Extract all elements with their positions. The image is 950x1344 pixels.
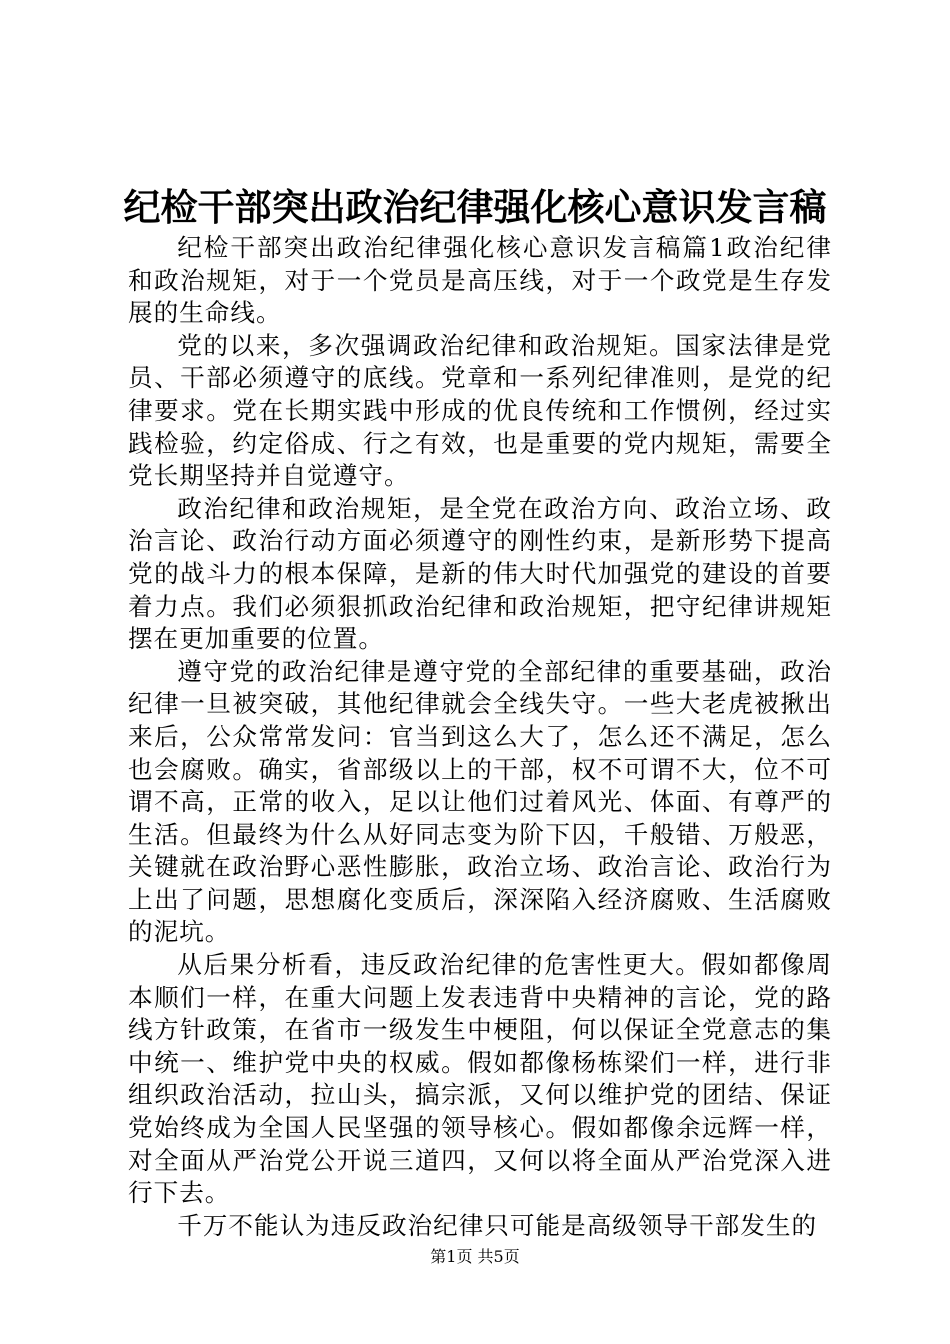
paragraph: 党的以来，多次强调政治纪律和政治规矩。国家法律是党员、干部必须遵守的底线。党章和一系列纪律准则，是党的纪律要求。党在长期实践中形成的优良传统和工作惯例，经过实践检验，约定俗成、行之有效，也是重要的党内规矩，需要全党长期坚持并自觉遵守。 [128,330,832,491]
paragraph: 从后果分析看，违反政治纪律的危害性更大。假如都像周本顺们一样，在重大问题上发表违背中央精神的言论，党的路线方针政策，在省市一级发生中梗阻，何以保证全党意志的集中统一、维护党中央的权威。假如都像杨栋梁们一样，进行非组织政治活动，拉山头，搞宗派，又何以维护党的团结、保证党始终成为全国人民坚强的领导核心。假如都像余远辉一样，对全面从严治党公开说三道四，又何以将全面从严治党深入进行下去。 [128,950,832,1208]
paragraph: 政治纪律和政治规矩，是全党在政治方向、政治立场、政治言论、政治行动方面必须遵守的刚性约束，是新形势下提高党的战斗力的根本保障，是新的伟大时代加强党的建设的首要着力点。我们必须狠抓政治纪律和政治规矩，把守纪律讲规矩摆在更加重要的位置。 [128,493,832,654]
document-body [128,232,832,1242]
page-footer: 第1页 共5页 [430,1247,520,1266]
paragraph: 千万不能认为违反政治纪律只可能是高级领导干部发生的 [177,1210,818,1240]
paragraph: 遵守党的政治纪律是遵守党的全部纪律的重要基础，政治纪律一旦被突破，其他纪律就会全线失守。一些大老虎被揪出来后，公众常常发问：官当到这么大了，怎么还不满足，怎么也会腐败。确实，省部级以上的干部，权不可谓不大，位不可谓不高，正常的收入，足以让他们过着风光、体面、有尊严的生活。但最终为什么从好同志变为阶下囚，千般错、万般恶，关键就在政治野心恶性膨胀，政治立场、政治言论、政治行为上出了问题，思想腐化变质后，深深陷入经济腐败、生活腐败的泥坑。 [128,656,832,947]
document-title: 纪检干部突出政治纪律强化核心意识发言稿 [123,185,827,229]
paragraph: 纪检干部突出政治纪律强化核心意识发言稿篇1政治纪律和政治规矩，对于一个党员是高压线，对于一个政党是生存发展的生命线。 [128,233,832,328]
